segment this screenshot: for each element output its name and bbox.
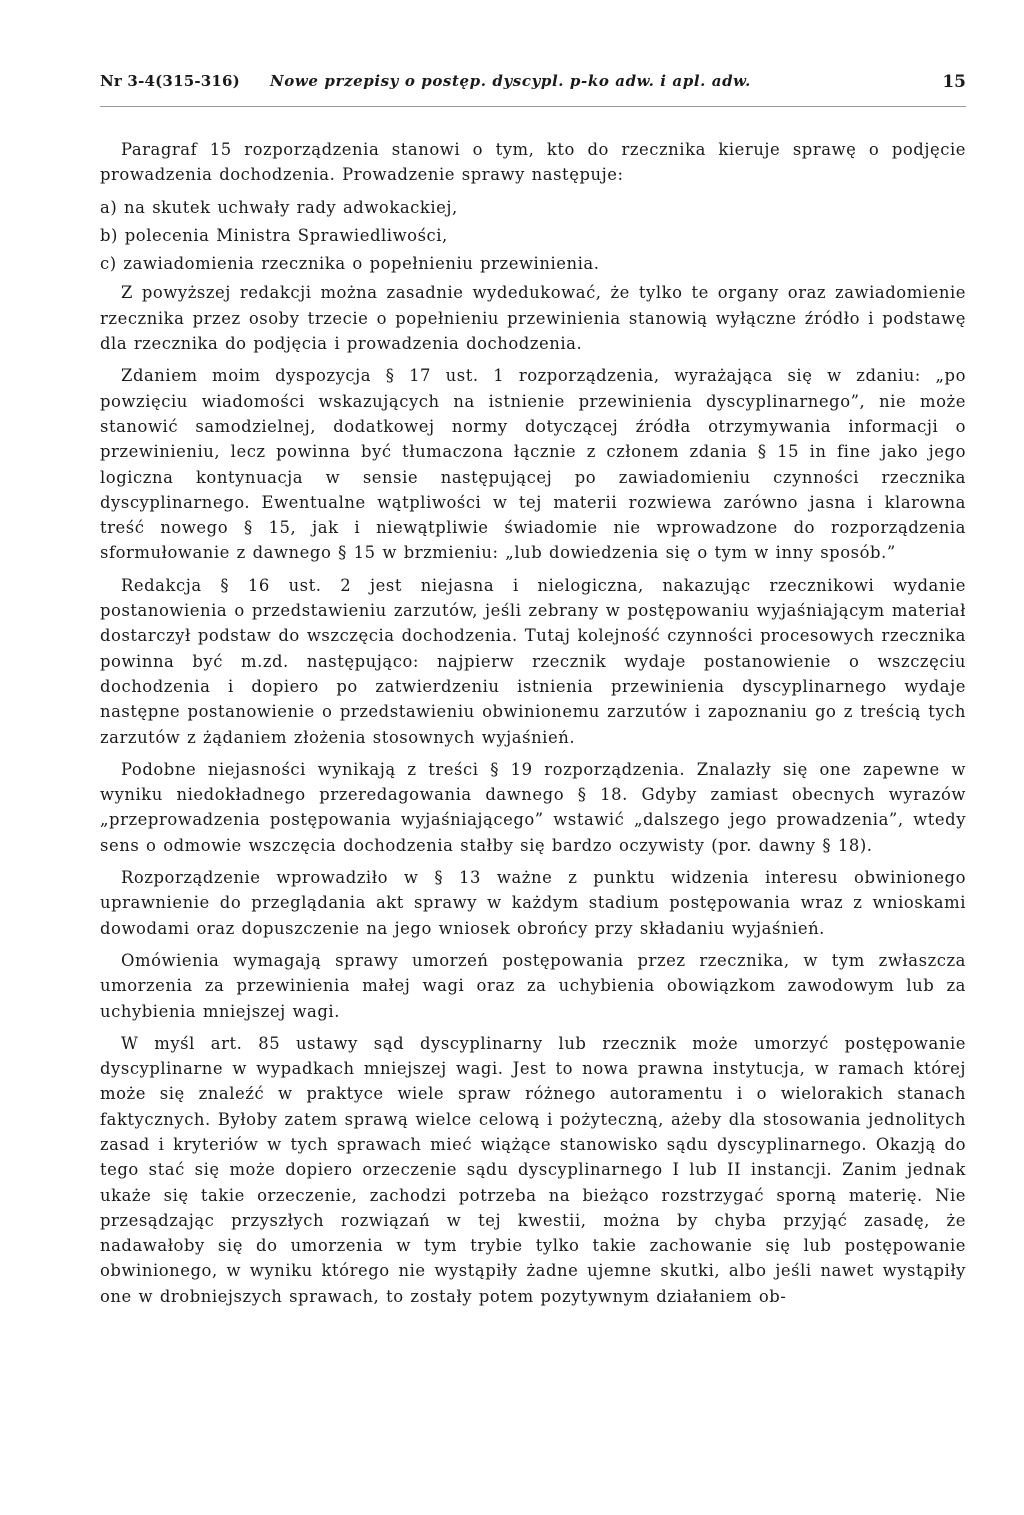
page-number: 15 <box>942 72 966 92</box>
journal-title: Nowe przepisy o postęp. dyscypl. p-ko adw. i apl. adw. <box>270 72 752 90</box>
running-head <box>100 72 966 98</box>
list-item-a: a) na skutek uchwały rady adwokackiej, <box>100 197 458 217</box>
paragraph-intro: Paragraf 15 rozporządzenia stanowi o tym, kto do rzecznika kieruje sprawę o podjęcie prowadzenia dochodzenia. Prowadzenie sprawy następuje: <box>100 140 966 185</box>
list-item-b: b) polecenia Ministra Sprawiedliwości, <box>100 225 448 245</box>
article-body <box>100 137 966 1316</box>
header-divider <box>100 106 966 107</box>
paragraph-section-17: Zdaniem moim dyspozycja § 17 ust. 1 rozporządzenia, wyrażająca się w zdaniu: „po powzięciu wiadomości wskazujących na istnienie przewinienia dyscyplinarnego”, nie może stanowić samodzielnej, dodatkowej normy dotyczącej źródła otrzymywania informacji o przewinieniu, lecz powinna być tłumaczona łącznie z członem zdania § 15 in fine jako jego logiczna kontynuacja w sensie następującej po zawiadomieniu czynności rzecznika dyscyplinarnego. Ewentualne wątpliwości w tej materii rozwiewa zarówno jasna i klarowna treść nowego § 15, jak i niewątpliwie świadomie nie wprowadzone do rozporządzenia sformułowanie z dawnego § 15 w brzmieniu: „lub dowiedzenia się o tym w inny sposób.” <box>100 366 966 563</box>
issue-number: Nr 3-4(315-316) <box>100 72 240 90</box>
paragraph-deduction: Z powyższej redakcji można zasadnie wydedukować, że tylko te organy oraz zawiadomienie rzecznika przez osoby trzecie o popełnieniu przewinienia stanowią wyłączne źródło i podstawę dla rzecznika do podjęcia i prowadzenia dochodzenia. <box>100 283 966 354</box>
paragraph-section-16: Redakcja § 16 ust. 2 jest niejasna i nielogiczna, nakazując rzecznikowi wydanie postanowienia o przedstawieniu zarzutów, jeśli zebrany w postępowaniu wyjaśniającym materiał dostarczył podstaw do wszczęcia dochodzenia. Tutaj kolejność czynności procesowych rzecznika powinna być m.zd. następująco: najpierw rzecznik wydaje postanowienie o wszczęciu dochodzenia i dopiero po zatwierdzeniu istnienia przewinienia dyscyplinarnego wydaje następne postanowienie o przedstawieniu obwinionemu zarzutów i zapoznaniu go z treścią tych zarzutów z żądaniem złożenia stosownych wyjaśnień. <box>100 575 966 747</box>
paragraph-section-19: Podobne niejasności wynikają z treści § 19 rozporządzenia. Znalazły się one zapewne w wyniku niedokładnego przeredagowania dawnego § 18. Gdyby zamiast obecnych wyrazów „przeprowadzenia postępowania wyjaśniającego” wstawić „dalszego jego prowadzenia”, wtedy sens o odmowie wszczęcia dochodzenia stałby się bardzo oczywisty (por. dawny § 18). <box>100 759 966 855</box>
list-item-c: c) zawiadomienia rzecznika o popełnieniu przewinienia. <box>100 254 600 274</box>
paragraph-section-13: Rozporządzenie wprowadziło w § 13 ważne z punktu widzenia interesu obwinionego uprawnienie do przeglądania akt sprawy w każdym stadium postępowania wraz z wnioskami dowodami oraz dopuszczenie na jego wniosek obrońcy przy składaniu wyjaśnień. <box>100 868 966 938</box>
paragraph-discontinuance: Omówienia wymagają sprawy umorzeń postępowania przez rzecznika, w tym zwłaszcza umorzenia za przewinienia małej wagi oraz za uchybienia obowiązkom zawodowym lub za uchybienia mniejszej wagi. <box>100 950 966 1021</box>
paragraph-article-85: W myśl art. 85 ustawy sąd dyscyplinarny lub rzecznik może umorzyć postępowanie dyscyplinarne w wypadkach mniejszej wagi. Jest to nowa prawna instytucja, w ramach której może się znaleźć w praktyce wiele spraw różnego autoramentu i o wielorakich stanach faktycznych. Byłoby zatem sprawą wielce celową i pożyteczną, ażeby dla stosowania jednolitych zasad i kryteriów w tych sprawach mieć wiążące stanowisko sądu dyscyplinarnego. Okazją do tego stać się może dopiero orzeczenie sądu dyscyplinarnego I lub II instancji. Zanim jednak ukaże się takie orzeczenie, zachodzi potrzeba na bieżąco rozstrzygać sporną materię. Nie przesądzając przyszłych rozwiązań w tej kwestii, można by chyba przyjąć zasadę, że nadawałoby się do umorzenia w tym trybie tylko takie zachowanie się lub postępowanie obwinionego, w wyniku którego nie wystąpiły żadne ujemne skutki, albo jeśli nawet wystąpiły one w drobniejszych sprawach, to zostały potem pozytywnym działaniem ob- <box>100 1033 966 1306</box>
